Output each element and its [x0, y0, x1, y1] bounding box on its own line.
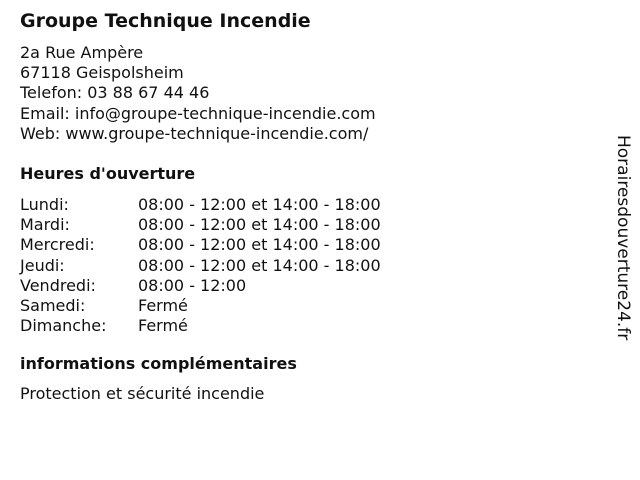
contact-block [20, 43, 376, 144]
day-label: Dimanche: [20, 316, 107, 336]
address-city: 67118 Geispolsheim [20, 63, 184, 83]
hours-row-samedi [20, 296, 381, 316]
phone-number: Telefon: 03 88 67 44 46 [20, 83, 210, 103]
info-heading: informations complémentaires [20, 354, 297, 373]
email-address: Email: info@groupe-technique-incendie.com [20, 103, 376, 123]
business-name: Groupe Technique Incendie [20, 10, 311, 32]
hours-list [20, 195, 381, 336]
day-label: Mardi: [20, 215, 70, 235]
hours-row-mercredi [20, 235, 381, 255]
day-hours: 08:00 - 12:00 et 14:00 - 18:00 [138, 195, 381, 214]
day-label: Vendredi: [20, 275, 96, 295]
hours-row-jeudi [20, 256, 381, 276]
info-text: Protection et sécurité incendie [20, 384, 265, 403]
website: Web: www.groupe-technique-incendie.com/ [20, 123, 369, 143]
day-label: Mercredi: [20, 235, 95, 255]
day-hours: Fermé [138, 296, 188, 316]
hours-row-lundi [20, 195, 381, 215]
hours-heading: Heures d'ouverture [20, 164, 196, 183]
day-hours: 08:00 - 12:00 [138, 275, 247, 295]
day-hours: 08:00 - 12:00 et 14:00 - 18:00 [138, 235, 381, 255]
site-watermark: Horairesdouverture24.fr [613, 135, 633, 341]
hours-row-dimanche [20, 316, 381, 336]
hours-row-vendredi [20, 276, 381, 296]
hours-row-mardi [20, 215, 381, 235]
day-label: Jeudi: [20, 255, 65, 275]
day-hours: Fermé [138, 316, 188, 336]
day-label: Samedi: [20, 296, 86, 316]
day-hours: 08:00 - 12:00 et 14:00 - 18:00 [138, 255, 381, 275]
day-hours: 08:00 - 12:00 et 14:00 - 18:00 [138, 215, 381, 235]
day-label: Lundi: [20, 195, 69, 214]
address-street: 2a Rue Ampère [20, 43, 144, 62]
